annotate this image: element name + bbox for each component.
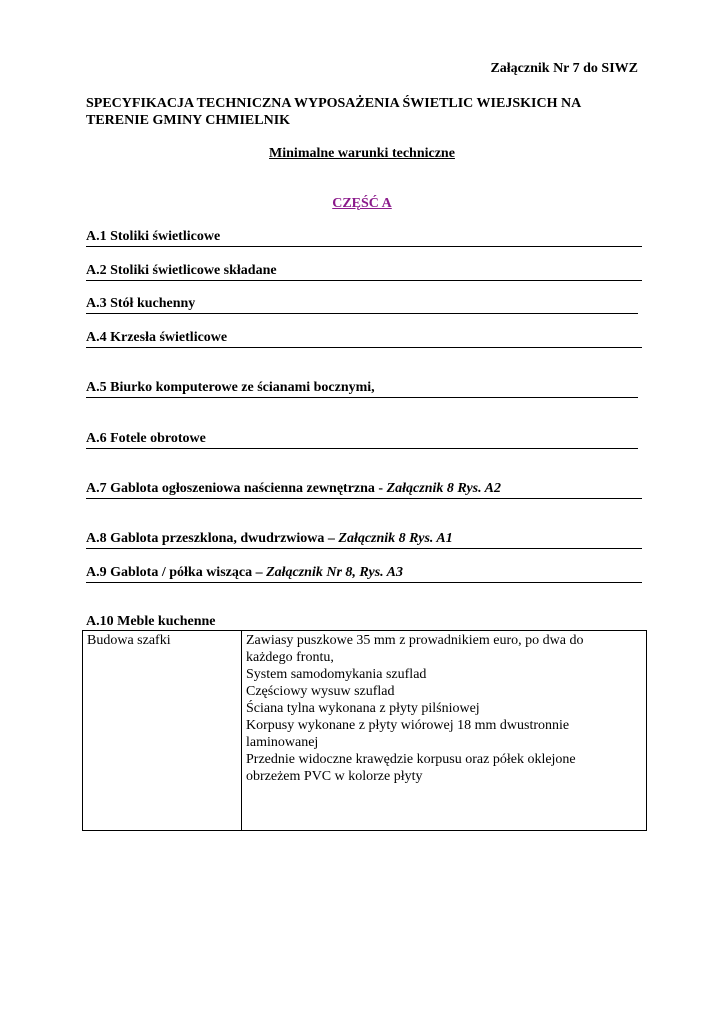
spec-label-cell: Budowa szafki	[83, 631, 242, 831]
section-a7-reference: Załącznik 8 Rys. A2	[386, 481, 501, 496]
document-subtitle: Minimalne warunki techniczne	[269, 146, 455, 161]
section-a9-heading	[86, 565, 642, 583]
section-a10-heading: A.10 Meble kuchenne	[86, 614, 216, 629]
spec-line: Zawiasy puszkowe 35 mm z prowadnikiem euro, po dwa do	[246, 633, 584, 648]
section-a1-heading: A.1 Stoliki świetlicowe	[86, 229, 642, 247]
section-a8-reference: Załącznik 8 Rys. A1	[338, 531, 453, 546]
section-a4-heading: A.4 Krzesła świetlicowe	[86, 330, 642, 348]
section-a5-heading: A.5 Biurko komputerowe ze ścianami bocznymi,	[86, 380, 638, 398]
section-a7-text: A.7 Gablota ogłoszeniowa naścienna zewnętrzna -	[86, 481, 387, 496]
spec-value-cell	[242, 631, 647, 831]
spec-line: System samodomykania szuflad	[246, 667, 427, 682]
section-a8-heading	[86, 531, 642, 549]
spec-line: Korpusy wykonane z płyty wiórowej 18 mm dwustronnie	[246, 718, 570, 733]
section-a9-reference: Załącznik Nr 8, Rys. A3	[266, 565, 403, 580]
section-a6-heading: A.6 Fotele obrotowe	[86, 431, 638, 449]
section-a2-heading: A.2 Stoliki świetlicowe składane	[86, 263, 642, 281]
spec-table	[82, 630, 647, 831]
document-title	[86, 95, 646, 129]
section-a9-text: A.9 Gablota / półka wisząca –	[86, 565, 267, 580]
spec-line: Częściowy wysuw szuflad	[246, 684, 395, 699]
part-heading: CZĘŚĆ A	[332, 196, 392, 211]
table-row	[83, 631, 647, 831]
section-a8-text: A.8 Gablota przeszklona, dwudrzwiowa –	[86, 531, 339, 546]
section-a3-heading: A.3 Stół kuchenny	[86, 296, 638, 314]
spec-line: laminowanej	[246, 735, 319, 750]
annex-reference: Załącznik Nr 7 do SIWZ	[490, 61, 638, 76]
title-line-1: SPECYFIKACJA TECHNICZNA WYPOSAŻENIA ŚWIETLIC WIEJSKICH NA	[86, 96, 582, 111]
section-a7-heading	[86, 481, 642, 499]
spec-line: każdego frontu,	[246, 650, 334, 665]
spec-line: obrzeżem PVC w kolorze płyty	[246, 769, 423, 784]
spec-line: Przednie widoczne krawędzie korpusu oraz półek oklejone	[246, 752, 576, 767]
spec-line: Ściana tylna wykonana z płyty pilśniowej	[246, 701, 480, 716]
title-line-2: TERENIE GMINY CHMIELNIK	[86, 113, 291, 128]
